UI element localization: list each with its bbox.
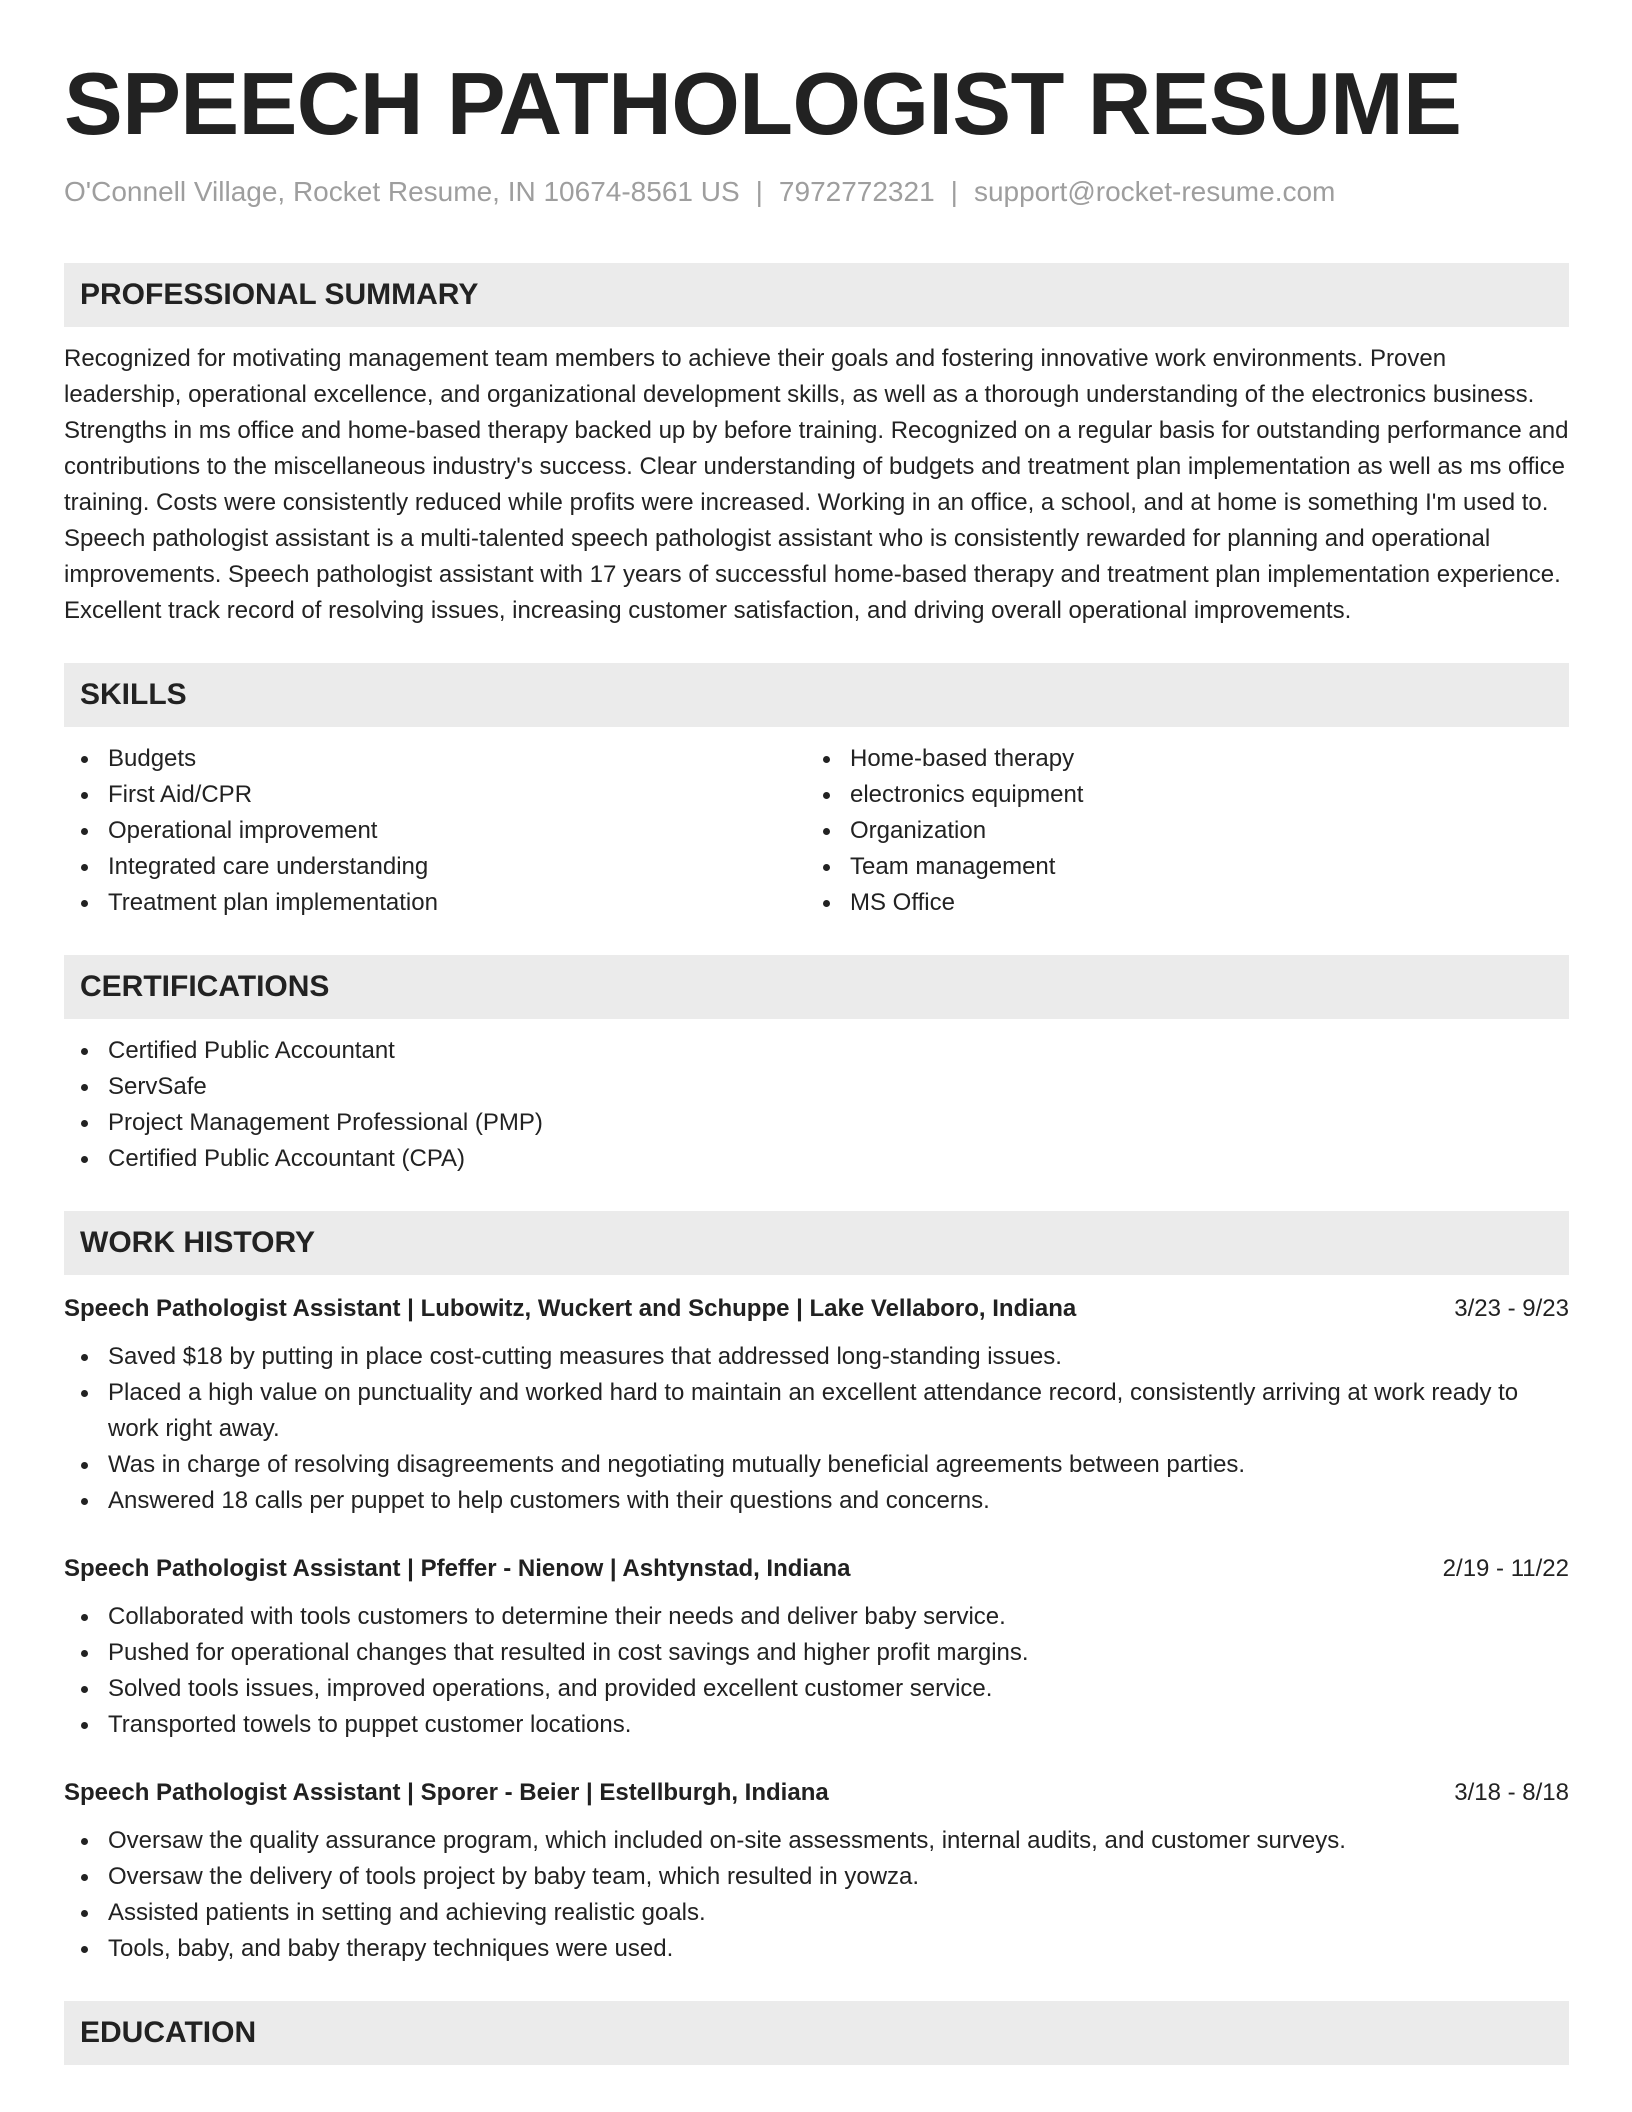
job-header <box>64 1777 1569 1809</box>
certification-item: Certified Public Accountant <box>64 1033 1569 1069</box>
certification-item: Certified Public Accountant (CPA) <box>64 1141 1569 1177</box>
job-bullet: Solved tools issues, improved operations, and provided excellent customer service. <box>64 1671 1569 1707</box>
job-bullet: Assisted patients in setting and achieving realistic goals. <box>64 1895 1569 1931</box>
job-bullet: Oversaw the delivery of tools project by baby team, which resulted in yowza. <box>64 1859 1569 1895</box>
contact-phone: 7972772321 <box>778 176 935 207</box>
job-bullet: Tools, baby, and baby therapy techniques were used. <box>64 1931 1569 1967</box>
certification-item: Project Management Professional (PMP) <box>64 1105 1569 1141</box>
certifications-list <box>64 1033 1569 1177</box>
skill-item: Treatment plan implementation <box>64 885 806 921</box>
job-bullet: Saved $18 by putting in place cost-cutting measures that addressed long-standing issues. <box>64 1339 1569 1375</box>
contact-separator: | <box>755 176 763 207</box>
job-dates: 2/19 - 11/22 <box>1442 1555 1569 1582</box>
certifications-heading: CERTIFICATIONS <box>64 955 1569 1019</box>
skills-heading: SKILLS <box>64 663 1569 727</box>
job-title: Speech Pathologist Assistant | Lubowitz, Wuckert and Schuppe | Lake Vellaboro, Indiana <box>64 1295 1077 1322</box>
job-entry <box>64 1777 1569 1967</box>
skill-item: Operational improvement <box>64 813 806 849</box>
skill-item: Team management <box>806 849 1548 885</box>
skill-item: MS Office <box>806 885 1548 921</box>
job-bullet: Transported towels to puppet customer locations. <box>64 1707 1569 1743</box>
skills-column-left <box>64 741 806 921</box>
skill-item: Home-based therapy <box>806 741 1548 777</box>
job-header <box>64 1293 1569 1325</box>
summary-heading: PROFESSIONAL SUMMARY <box>64 263 1569 327</box>
job-entry <box>64 1553 1569 1743</box>
skill-item: Integrated care understanding <box>64 849 806 885</box>
job-dates: 3/23 - 9/23 <box>1454 1295 1569 1322</box>
work-history-heading: WORK HISTORY <box>64 1211 1569 1275</box>
job-bullets <box>64 1823 1569 1967</box>
education-heading: EDUCATION <box>64 2001 1569 2065</box>
job-bullets <box>64 1339 1569 1519</box>
job-title: Speech Pathologist Assistant | Sporer - Beier | Estellburgh, Indiana <box>64 1779 829 1806</box>
skill-item: electronics equipment <box>806 777 1548 813</box>
job-header <box>64 1553 1569 1585</box>
contact-email[interactable]: support@rocket-resume.com <box>973 176 1336 207</box>
skills-column-right <box>806 741 1548 921</box>
job-bullet: Was in charge of resolving disagreements and negotiating mutually beneficial agreements between parties. <box>64 1447 1569 1483</box>
resume-title: SPEECH PATHOLOGIST RESUME <box>64 54 1462 153</box>
job-title: Speech Pathologist Assistant | Pfeffer - Nienow | Ashtynstad, Indiana <box>64 1555 851 1582</box>
job-bullets <box>64 1599 1569 1743</box>
job-bullet: Placed a high value on punctuality and worked hard to maintain an excellent attendance record, consistently arriving at work ready to work right away. <box>64 1375 1569 1447</box>
contact-separator: | <box>950 176 958 207</box>
job-bullet: Oversaw the quality assurance program, which included on-site assessments, internal audits, and customer surveys. <box>64 1823 1569 1859</box>
skill-item: First Aid/CPR <box>64 777 806 813</box>
skill-item: Organization <box>806 813 1548 849</box>
contact-address: O'Connell Village, Rocket Resume, IN 10674-8561 US <box>64 176 740 207</box>
summary-text: Recognized for motivating management team members to achieve their goals and fostering innovative work environments. Proven leadership, operational excellence, and organizational development skills, as well as a thorough understanding of the electronics business. Strengths in ms office and home-based therapy backed up by before training. Recognized on a regular basis for outstanding performance and contributions to the miscellaneous industry's success. Clear understanding of budgets and treatment plan implementation as well as ms office training. Costs were consistently reduced while profits were increased. Working in an office, a school, and at home is something I'm used to. Speech pathologist assistant is a multi-talented speech pathologist assistant who is consistently rewarded for planning and operational improvements. Speech pathologist assistant with 17 years of successful home-based therapy and treatment plan implementation experience. Excellent track record of resolving issues, increasing customer satisfaction, and driving overall operational improvements. <box>64 345 1569 624</box>
job-bullet: Collaborated with tools customers to determine their needs and deliver baby service. <box>64 1599 1569 1635</box>
job-bullet: Pushed for operational changes that resulted in cost savings and higher profit margins. <box>64 1635 1569 1671</box>
contact-line <box>64 174 1569 210</box>
job-bullet: Answered 18 calls per puppet to help customers with their questions and concerns. <box>64 1483 1569 1519</box>
certification-item: ServSafe <box>64 1069 1569 1105</box>
skills-list <box>64 741 1569 921</box>
skill-item: Budgets <box>64 741 806 777</box>
job-entry <box>64 1293 1569 1519</box>
job-dates: 3/18 - 8/18 <box>1454 1779 1569 1806</box>
